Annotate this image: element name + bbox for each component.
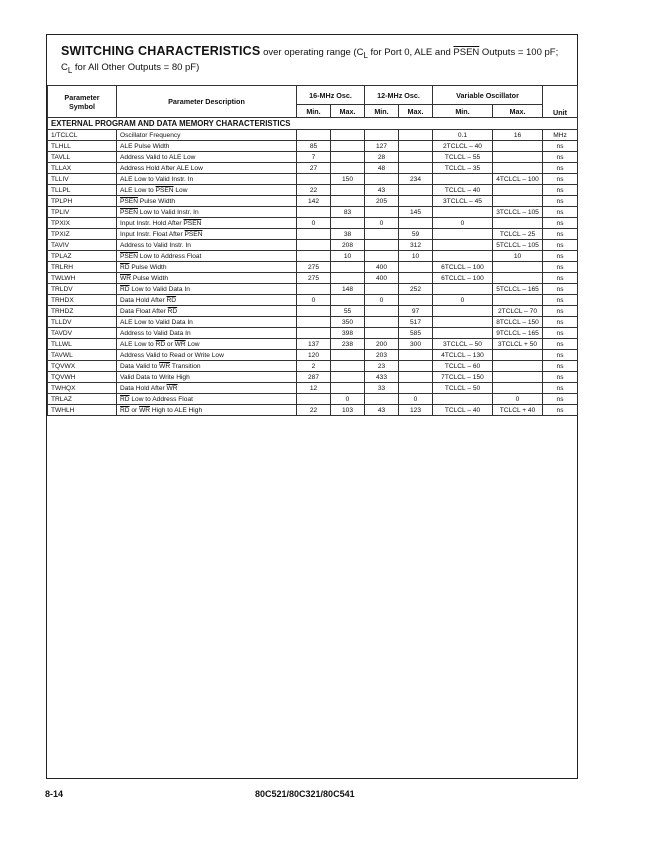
cell-unit: ns [543, 207, 578, 218]
cell-x16: 398 [331, 328, 365, 339]
cell-m12: 28 [365, 152, 399, 163]
title-line2-sub: L [67, 65, 73, 75]
cell-m12 [365, 130, 399, 141]
cell-sym: TRLAZ [48, 394, 117, 405]
cell-x12 [399, 262, 433, 273]
cell-vmax [493, 273, 543, 284]
cell-m12 [365, 394, 399, 405]
cell-sym: 1/TCLCL [48, 130, 117, 141]
cell-x12 [399, 196, 433, 207]
title-line1-pre: over operating range (C [263, 47, 364, 58]
cell-x16: 0 [331, 394, 365, 405]
header-osc16: 16-MHz Osc. [297, 86, 365, 105]
cell-m16: 85 [297, 141, 331, 152]
cell-sym: TWLWH [48, 273, 117, 284]
cell-x16 [331, 130, 365, 141]
cell-vmin: TCLCL – 60 [433, 361, 493, 372]
cell-unit: ns [543, 295, 578, 306]
cell-sym: TQVWH [48, 372, 117, 383]
cell-vmin [433, 240, 493, 251]
cell-x12: 517 [399, 317, 433, 328]
cell-unit: ns [543, 372, 578, 383]
title-line2-post: for All Other Outputs = 80 pF) [72, 61, 200, 73]
cell-desc: Address to Valid Data In [117, 328, 297, 339]
cell-sym: TLLWL [48, 339, 117, 350]
cell-x12: 145 [399, 207, 433, 218]
cell-x16 [331, 361, 365, 372]
cell-x12: 252 [399, 284, 433, 295]
table-row [48, 394, 578, 405]
cell-x16 [331, 262, 365, 273]
cell-desc: Oscillator Frequency [117, 130, 297, 141]
cell-vmin: 2TCLCL – 40 [433, 141, 493, 152]
cell-m12: 127 [365, 141, 399, 152]
cell-vmax: TCLCL + 40 [493, 405, 543, 416]
cell-x16 [331, 273, 365, 284]
header-min: Min. [365, 105, 399, 118]
cell-x12: 585 [399, 328, 433, 339]
cell-vmin: TCLCL – 35 [433, 163, 493, 174]
cell-m12 [365, 306, 399, 317]
cell-m16 [297, 328, 331, 339]
cell-vmax: 10 [493, 251, 543, 262]
cell-desc: ALE Low to PSEN Low [117, 185, 297, 196]
cell-m16: 120 [297, 350, 331, 361]
cell-unit: ns [543, 328, 578, 339]
cell-x12 [399, 185, 433, 196]
title-line1-post: Outputs = 100 pF; [479, 47, 559, 58]
cell-unit: ns [543, 163, 578, 174]
table-row [48, 273, 578, 284]
table-row [48, 339, 578, 350]
cell-m16: 7 [297, 152, 331, 163]
cell-x12 [399, 152, 433, 163]
cell-vmax [493, 218, 543, 229]
cell-x16: 148 [331, 284, 365, 295]
cell-vmin [433, 251, 493, 262]
cell-x12 [399, 350, 433, 361]
table-row [48, 163, 578, 174]
table-row [48, 207, 578, 218]
cell-vmax [493, 383, 543, 394]
cell-desc: $\overline{RD}$ or $\overline{WR}$ High to ALE High [117, 405, 297, 416]
cell-sym: TLLPL [48, 185, 117, 196]
table-section-title: EXTERNAL PROGRAM AND DATA MEMORY CHARACTERISTICS [48, 118, 578, 130]
cell-desc: Input Instr. Float After PSEN [117, 229, 297, 240]
cell-sym: TAVIV [48, 240, 117, 251]
part-number: 80C521/80C321/80C541 [255, 789, 355, 799]
cell-m16 [297, 130, 331, 141]
cell-vmin: TCLCL – 40 [433, 405, 493, 416]
cell-x16 [331, 152, 365, 163]
cell-unit: ns [543, 251, 578, 262]
cell-m16: 0 [297, 295, 331, 306]
header-max: Max. [399, 105, 433, 118]
cell-x12: 234 [399, 174, 433, 185]
cell-vmin [433, 394, 493, 405]
cell-vmin: TCLCL – 50 [433, 383, 493, 394]
cell-m12: 400 [365, 273, 399, 284]
cell-unit: ns [543, 383, 578, 394]
cell-m12: 205 [365, 196, 399, 207]
cell-m16: 22 [297, 185, 331, 196]
cell-x12 [399, 295, 433, 306]
cell-x16 [331, 218, 365, 229]
cell-sym: TRLDV [48, 284, 117, 295]
cell-unit: ns [543, 174, 578, 185]
table-row [48, 284, 578, 295]
cell-unit: ns [543, 273, 578, 284]
cell-x12: 59 [399, 229, 433, 240]
cell-sym: TAVWL [48, 350, 117, 361]
cell-m12: 0 [365, 295, 399, 306]
table-row [48, 295, 578, 306]
cell-vmax [493, 295, 543, 306]
cell-vmax [493, 185, 543, 196]
cell-x16: 83 [331, 207, 365, 218]
cell-x12: 123 [399, 405, 433, 416]
cell-unit: ns [543, 229, 578, 240]
cell-vmin: 6TCLCL – 100 [433, 262, 493, 273]
cell-x16: 38 [331, 229, 365, 240]
cell-vmin [433, 284, 493, 295]
cell-unit: ns [543, 218, 578, 229]
cell-m12 [365, 251, 399, 262]
cell-vmax [493, 350, 543, 361]
cell-desc: ALE Low to $\overline{RD}$ or $\overline{WR}$ Low [117, 339, 297, 350]
cell-m16: 137 [297, 339, 331, 350]
cell-sym: TAVLL [48, 152, 117, 163]
cell-desc: Address Valid to ALE Low [117, 152, 297, 163]
cell-desc: Address Hold After ALE Low [117, 163, 297, 174]
cell-desc: Valid Data to Write High [117, 372, 297, 383]
cell-unit: ns [543, 196, 578, 207]
cell-m16 [297, 317, 331, 328]
cell-desc: $\overline{WR}$ Pulse Width [117, 273, 297, 284]
cell-x12 [399, 141, 433, 152]
cell-x12 [399, 130, 433, 141]
cell-m12 [365, 229, 399, 240]
cell-m16 [297, 229, 331, 240]
cell-m16 [297, 394, 331, 405]
table-row [48, 196, 578, 207]
cell-desc: PSEN Low to Valid Instr. In [117, 207, 297, 218]
cell-desc: Data Float After $\overline{RD}$ [117, 306, 297, 317]
cell-m12: 200 [365, 339, 399, 350]
cell-vmax [493, 196, 543, 207]
cell-desc: Address to Valid Instr. In [117, 240, 297, 251]
cell-m12: 400 [365, 262, 399, 273]
cell-unit: ns [543, 339, 578, 350]
cell-vmax: 3TCLCL + 50 [493, 339, 543, 350]
header-max: Max. [331, 105, 365, 118]
cell-unit: ns [543, 284, 578, 295]
cell-m16 [297, 306, 331, 317]
cell-x16 [331, 383, 365, 394]
cell-vmax: TCLCL – 25 [493, 229, 543, 240]
cell-m12: 23 [365, 361, 399, 372]
cell-x12 [399, 218, 433, 229]
cell-vmin: 6TCLCL – 100 [433, 273, 493, 284]
cell-unit: ns [543, 405, 578, 416]
cell-vmin: 7TCLCL – 150 [433, 372, 493, 383]
cell-desc: PSEN Pulse Width [117, 196, 297, 207]
cell-sym: TRHDX [48, 295, 117, 306]
cell-vmax [493, 262, 543, 273]
cell-vmin [433, 306, 493, 317]
cell-unit: ns [543, 361, 578, 372]
cell-vmin: 0 [433, 295, 493, 306]
cell-vmin: 0.1 [433, 130, 493, 141]
cell-vmin: 3TCLCL – 50 [433, 339, 493, 350]
cell-m12: 33 [365, 383, 399, 394]
cell-unit: ns [543, 141, 578, 152]
cell-m12 [365, 240, 399, 251]
table-row [48, 218, 578, 229]
cell-unit: ns [543, 240, 578, 251]
cell-x16 [331, 295, 365, 306]
cell-x12: 97 [399, 306, 433, 317]
cell-sym: TLHLL [48, 141, 117, 152]
cell-m16 [297, 207, 331, 218]
header-max: Max. [493, 105, 543, 118]
cell-m12: 43 [365, 185, 399, 196]
cell-m16: 142 [297, 196, 331, 207]
header-param-symbol: Parameter Symbol [48, 86, 117, 118]
cell-x12 [399, 383, 433, 394]
cell-vmin [433, 207, 493, 218]
cell-desc: $\overline{RD}$ Low to Valid Data In [117, 284, 297, 295]
cell-x16: 103 [331, 405, 365, 416]
cell-desc: Data Hold After $\overline{RD}$ [117, 295, 297, 306]
cell-x12 [399, 273, 433, 284]
cell-m16: 22 [297, 405, 331, 416]
cell-vmin: TCLCL – 40 [433, 185, 493, 196]
cell-vmax [493, 163, 543, 174]
cell-m16 [297, 240, 331, 251]
cell-m16: 0 [297, 218, 331, 229]
cell-m16: 275 [297, 273, 331, 284]
cell-m12 [365, 317, 399, 328]
switching-table [47, 85, 578, 416]
cell-sym: TQVWX [48, 361, 117, 372]
page-number: 8-14 [45, 789, 64, 799]
cell-sym: TWHQX [48, 383, 117, 394]
cell-x12: 300 [399, 339, 433, 350]
title-line2-pre: C [61, 61, 68, 73]
cell-desc: Data Hold After $\overline{WR}$ [117, 383, 297, 394]
cell-vmax: 4TCLCL – 100 [493, 174, 543, 185]
cell-vmax: 0 [493, 394, 543, 405]
cell-x16: 208 [331, 240, 365, 251]
table-row [48, 229, 578, 240]
cell-sym: TPXIX [48, 218, 117, 229]
table-row [48, 141, 578, 152]
cell-sym: TLLAX [48, 163, 117, 174]
table-row [48, 350, 578, 361]
cell-vmin: TCLCL – 55 [433, 152, 493, 163]
header-min: Min. [297, 105, 331, 118]
cell-sym: TRLRH [48, 262, 117, 273]
cell-x12: 10 [399, 251, 433, 262]
cell-x16 [331, 185, 365, 196]
cell-vmax: 5TCLCL – 165 [493, 284, 543, 295]
cell-vmin: 4TCLCL – 130 [433, 350, 493, 361]
table-row [48, 405, 578, 416]
header-min: Min. [433, 105, 493, 118]
cell-vmax: 5TCLCL – 105 [493, 240, 543, 251]
cell-sym: TAVDV [48, 328, 117, 339]
table-row [48, 240, 578, 251]
table-row [48, 372, 578, 383]
cell-desc: Address Valid to Read or Write Low [117, 350, 297, 361]
cell-vmax [493, 152, 543, 163]
cell-vmax: 2TCLCL – 70 [493, 306, 543, 317]
cell-sym: TRHDZ [48, 306, 117, 317]
table-row [48, 185, 578, 196]
table-row [48, 306, 578, 317]
cell-sym: TPLAZ [48, 251, 117, 262]
cell-x16: 55 [331, 306, 365, 317]
cell-sym: TPXIZ [48, 229, 117, 240]
cell-vmax [493, 361, 543, 372]
cell-unit: ns [543, 350, 578, 361]
title-line1-mid: for Port 0, ALE and [367, 47, 454, 58]
cell-m16 [297, 251, 331, 262]
cell-desc: PSEN Low to Address Float [117, 251, 297, 262]
cell-vmax: 16 [493, 130, 543, 141]
cell-sym: TWHLH [48, 405, 117, 416]
cell-x16: 150 [331, 174, 365, 185]
header-osc12: 12-MHz Osc. [365, 86, 433, 105]
cell-m12: 48 [365, 163, 399, 174]
cell-x16: 350 [331, 317, 365, 328]
cell-x12 [399, 361, 433, 372]
cell-vmax [493, 141, 543, 152]
table-row [48, 383, 578, 394]
cell-x16 [331, 350, 365, 361]
cell-x16 [331, 372, 365, 383]
cell-vmin [433, 328, 493, 339]
table-row [48, 152, 578, 163]
table-row [48, 317, 578, 328]
table-row [48, 174, 578, 185]
cell-x16: 238 [331, 339, 365, 350]
cell-vmin [433, 174, 493, 185]
title-line1-sub: L [363, 50, 368, 60]
cell-vmin: 3TCLCL – 45 [433, 196, 493, 207]
cell-m12 [365, 174, 399, 185]
cell-m16: 275 [297, 262, 331, 273]
cell-unit: ns [543, 185, 578, 196]
cell-unit: ns [543, 152, 578, 163]
cell-x16 [331, 163, 365, 174]
title-heading: SWITCHING CHARACTERISTICS [61, 44, 261, 58]
cell-desc: Data Valid to $\overline{WR}$ Transition [117, 361, 297, 372]
cell-desc: Input Instr. Hold After PSEN [117, 218, 297, 229]
cell-m16 [297, 284, 331, 295]
cell-vmax [493, 372, 543, 383]
cell-sym: TPLIV [48, 207, 117, 218]
title-psen: PSEN [453, 47, 480, 58]
header-param-desc: Parameter Description [117, 86, 297, 118]
header-unit: Unit [543, 86, 578, 118]
cell-sym: TPLPH [48, 196, 117, 207]
cell-unit: ns [543, 394, 578, 405]
cell-x16 [331, 196, 365, 207]
cell-m16: 27 [297, 163, 331, 174]
cell-desc: ALE Pulse Width [117, 141, 297, 152]
table-row [48, 262, 578, 273]
cell-vmin [433, 229, 493, 240]
table-row [48, 361, 578, 372]
cell-m16: 2 [297, 361, 331, 372]
cell-x16 [331, 141, 365, 152]
cell-sym: TLLIV [48, 174, 117, 185]
cell-unit: ns [543, 306, 578, 317]
cell-m12: 0 [365, 218, 399, 229]
cell-m16: 12 [297, 383, 331, 394]
cell-unit: MHz [543, 130, 578, 141]
cell-m12: 43 [365, 405, 399, 416]
cell-x12: 0 [399, 394, 433, 405]
cell-desc: $\overline{RD}$ Low to Address Float [117, 394, 297, 405]
cell-vmax: 3TCLCL – 105 [493, 207, 543, 218]
cell-vmin [433, 317, 493, 328]
cell-vmax: 9TCLCL – 165 [493, 328, 543, 339]
cell-m12: 203 [365, 350, 399, 361]
cell-x12: 312 [399, 240, 433, 251]
table-row [48, 130, 578, 141]
cell-desc: ALE Low to Valid Instr. In [117, 174, 297, 185]
cell-x12 [399, 163, 433, 174]
cell-x16: 10 [331, 251, 365, 262]
cell-unit: ns [543, 262, 578, 273]
cell-m12: 433 [365, 372, 399, 383]
table-row [48, 251, 578, 262]
cell-m16: 287 [297, 372, 331, 383]
section-title [61, 45, 566, 77]
cell-m12 [365, 284, 399, 295]
cell-desc: ALE Low to Valid Data In [117, 317, 297, 328]
cell-m12 [365, 207, 399, 218]
cell-vmax: 8TCLCL – 150 [493, 317, 543, 328]
cell-x12 [399, 372, 433, 383]
page-frame [46, 34, 578, 779]
table-row [48, 328, 578, 339]
cell-m12 [365, 328, 399, 339]
cell-sym: TLLDV [48, 317, 117, 328]
cell-unit: ns [543, 317, 578, 328]
cell-m16 [297, 174, 331, 185]
cell-vmin: 0 [433, 218, 493, 229]
header-var-osc: Variable Oscillator [433, 86, 543, 105]
cell-desc: $\overline{RD}$ Pulse Width [117, 262, 297, 273]
